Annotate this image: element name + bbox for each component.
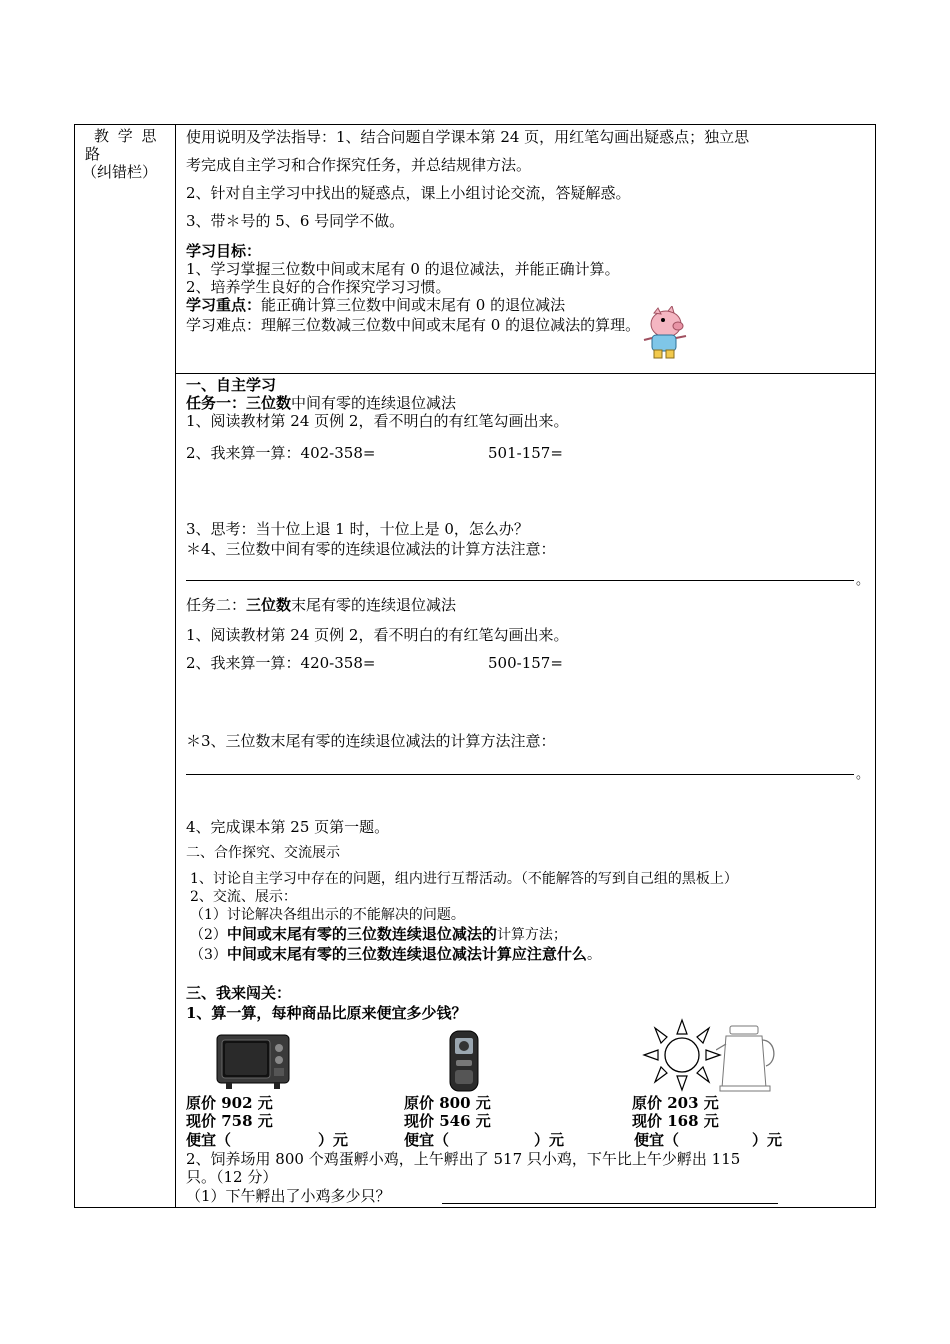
goal-1: 1、学习掌握三位数中间或末尾有 0 的退位减法，并能正确计算。 <box>186 260 620 278</box>
column-divider <box>175 125 176 1207</box>
pig-mascot-icon <box>634 306 692 362</box>
question-2-line-2: 只。（12 分） <box>186 1168 278 1186</box>
task1-rest: 中间有零的连续退位减法 <box>291 394 457 412</box>
goals-title: 学习目标： <box>186 242 262 260</box>
answer-line-period: 。 <box>856 573 870 588</box>
section1-title: 一、自主学习 <box>186 376 277 394</box>
product-3-current: 现价 168 元 <box>632 1112 719 1130</box>
difficulty: 学习难点：理解三位数减三位数中间或末尾有 0 的退位减法的算理。 <box>186 316 641 334</box>
section3-title: 三、我来闯关： <box>186 984 292 1002</box>
section2-item-1: 1、讨论自主学习中存在的问题，组内进行互帮活动。（不能解答的写到自己组的黑板上） <box>190 871 738 887</box>
sub3-prefix: （3） <box>190 947 227 963</box>
product-2-current: 现价 546 元 <box>404 1112 491 1130</box>
task1-item-2b: 501-157= <box>488 444 563 462</box>
task2-prefix: 任务二： <box>186 596 247 614</box>
product-2-cheaper-a: 便宜（ <box>404 1131 450 1149</box>
intro-line-2: 考完成自主学习和合作探究任务，并总结规律方法。 <box>186 156 532 174</box>
sub3-rest: 。 <box>586 947 601 963</box>
section2-sub-3 <box>190 945 601 964</box>
sub3-bold: 中间或末尾有零的三位数连续退位减法计算应注意什么 <box>226 945 587 963</box>
product-3-cheaper-a: 便宜（ <box>634 1131 680 1149</box>
answer-line-period: 。 <box>856 767 870 782</box>
row-divider <box>175 373 875 374</box>
task2-item-3: ＊3、三位数末尾有零的连续退位减法的计算方法注意： <box>186 732 556 750</box>
task2-item-2: 2、我来算一算：420-358= <box>186 654 376 672</box>
sub2-rest: 计算方法； <box>496 927 567 943</box>
section2-sub-1: （1）讨论解决各组出示的不能解决的问题。 <box>190 907 465 923</box>
sub2-prefix: （2） <box>190 927 227 943</box>
task1-heading <box>186 394 456 412</box>
task2-item-2b: 500-157= <box>488 654 563 672</box>
task1-prefix: 任务一： <box>186 394 247 412</box>
key-point-text: 能正确计算三位数中间或末尾有 0 的退位减法 <box>261 296 566 314</box>
kettle-icon <box>716 1022 782 1092</box>
intro-line-4: 3、带＊号的 5、6 号同学不做。 <box>186 212 405 230</box>
section2-item-2: 2、交流、展示： <box>190 889 297 905</box>
intro-line-3: 2、针对自主学习中找出的疑惑点，课上小组讨论交流，答疑解惑。 <box>186 184 631 202</box>
task2-item-4: 4、完成课本第 25 页第一题。 <box>186 818 390 836</box>
goal-2: 2、培养学生良好的合作探究学习习惯。 <box>186 278 451 296</box>
task2-bold: 三位数 <box>246 596 292 614</box>
product-3-original: 原价 203 元 <box>632 1094 719 1112</box>
answer-line <box>442 1203 778 1204</box>
sidebar-label-mid: 路 <box>85 145 101 163</box>
question-2-sub-1: （1）下午孵出了小鸡多少只？ <box>186 1187 391 1205</box>
sidebar-label-bottom: （纠错栏） <box>82 163 158 181</box>
question-2-line-1: 2、饲养场用 800 个鸡蛋孵小鸡，上午孵出了 517 只小鸡，下午比上午少孵出 115 <box>186 1150 741 1168</box>
product-3-cheaper-b: ）元 <box>752 1131 783 1149</box>
task2-heading <box>186 596 456 614</box>
sun-icon <box>642 1018 722 1092</box>
product-1-original: 原价 902 元 <box>186 1094 273 1112</box>
task1-item-4: ＊4、三位数中间有零的连续退位减法的计算方法注意： <box>186 540 556 558</box>
key-point-label: 学习重点： <box>186 296 262 314</box>
task2-rest: 末尾有零的连续退位减法 <box>291 596 457 614</box>
task1-item-1: 1、阅读教材第 24 页例 2，看不明白的有红笔勾画出来。 <box>186 412 569 430</box>
answer-line <box>186 774 854 775</box>
product-1-current: 现价 758 元 <box>186 1112 273 1130</box>
product-2-original: 原价 800 元 <box>404 1094 491 1112</box>
key-point <box>186 296 565 314</box>
product-1-cheaper-a: 便宜（ <box>186 1131 232 1149</box>
task2-item-1: 1、阅读教材第 24 页例 2，看不明白的有红笔勾画出来。 <box>186 626 569 644</box>
sub2-bold: 中间或末尾有零的三位数连续退位减法的 <box>226 925 497 943</box>
intro-line-1: 使用说明及学法指导：1、结合问题自学课本第 24 页，用红笔勾画出疑惑点；独立思 <box>186 128 750 146</box>
answer-line <box>186 580 854 581</box>
section2-sub-2 <box>190 925 567 944</box>
question-1: 1、算一算，每种商品比原来便宜多少钱？ <box>186 1004 467 1022</box>
product-1-cheaper-b: ）元 <box>318 1131 349 1149</box>
phone-icon <box>448 1030 480 1092</box>
tv-icon <box>216 1034 290 1090</box>
task1-bold: 三位数 <box>246 394 292 412</box>
task1-item-2: 2、我来算一算：402-358= <box>186 444 376 462</box>
task1-item-3: 3、思考：当十位上退 1 时，十位上是 0，怎么办？ <box>186 520 529 538</box>
product-2-cheaper-b: ）元 <box>534 1131 565 1149</box>
section2-title: 二、合作探究、交流展示 <box>186 845 340 861</box>
sidebar-label-top: 教 学 思 <box>94 127 159 145</box>
